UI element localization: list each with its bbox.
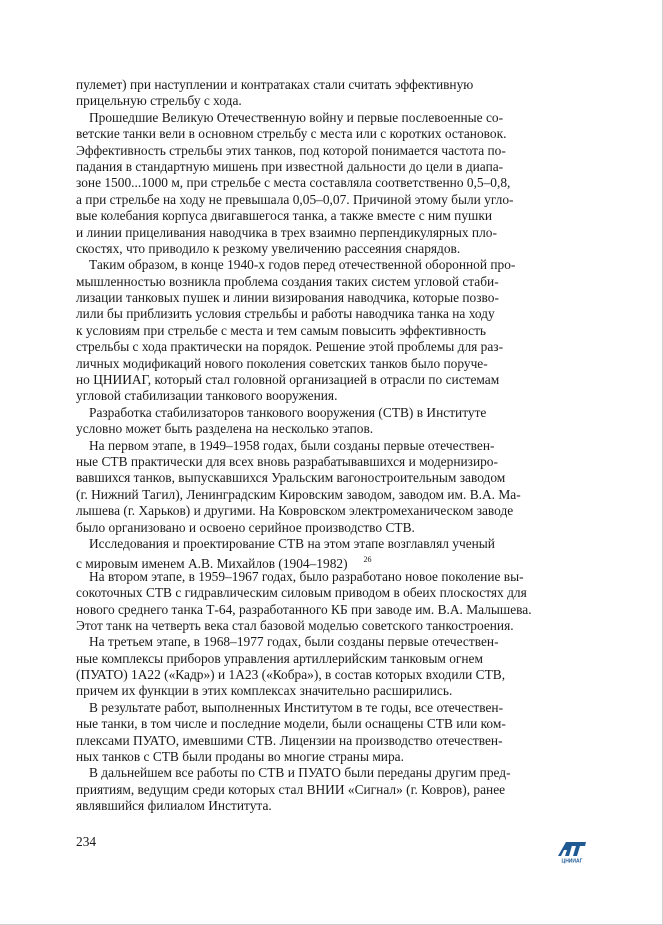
paragraph-start: На первом этапе, в 1949–1958 годах, были созданы первые отечествен- bbox=[89, 437, 495, 453]
text-line: Этот танк на четверть века стал базовой моделью советского танкостроения. bbox=[76, 617, 514, 633]
text-line: стрельбы с хода практически на порядок. Решение этой проблемы для раз- bbox=[76, 339, 504, 355]
text-line: (ПУАТО) 1А22 («Кадр») и 1А23 («Кобра»), в состав которых входили СТВ, bbox=[76, 667, 506, 683]
paragraph-start: На втором этапе, в 1959–1967 годах, было разработано новое поколение вы- bbox=[89, 568, 524, 584]
text-line: (г. Нижний Тагил), Ленинградским Кировским заводом, заводом им. В.А. Ма- bbox=[76, 486, 521, 502]
text-line: скостях, что приводило к резкому увеличению рассеяния снарядов. bbox=[76, 240, 461, 256]
text-line: но ЦНИИАГ, который стал головной организацией в отрасли по системам bbox=[76, 372, 500, 388]
paragraph-start: Прошедшие Великую Отечественную войну и первые послевоенные со- bbox=[89, 109, 504, 125]
body-text bbox=[76, 77, 556, 815]
text-line: пулемет) при наступлении и контратаках стали считать эффективную bbox=[76, 77, 474, 92]
text-line: прицельную стрельбу с хода. bbox=[76, 93, 242, 109]
text-line: угловой стабилизации танкового вооружения. bbox=[76, 388, 338, 404]
text-line: вавшихся танков, выпускавшихся Уральским вагоностроительным заводом bbox=[76, 470, 506, 486]
paragraph-start: В дальнейшем все работы по СТВ и ПУАТО были переданы другим пред- bbox=[89, 765, 511, 781]
footnote-marker[interactable]: 26 bbox=[363, 555, 372, 565]
text-line: лизации танковых пушек и линии визирования наводчика, которые позво- bbox=[76, 290, 499, 306]
text-line: к условиям при стрельбе с места и тем самым повысить эффективность bbox=[76, 322, 487, 338]
text-line: и линии прицеливания наводчика в трех взаимно перпендикулярных пло- bbox=[76, 224, 497, 240]
text-line: ных танков с СТВ были проданы во многие страны мира. bbox=[76, 749, 404, 765]
text-line: являвшийся филиалом Института. bbox=[76, 798, 272, 814]
text-line: условно может быть разделена на несколько этапов. bbox=[76, 421, 374, 437]
text-line: лили бы приблизить условия стрельбы и работы наводчика танка на ходу bbox=[76, 306, 495, 322]
text-line: лышева (г. Харьков) и другими. На Ковровском электромеханическом заводе bbox=[76, 503, 514, 519]
text-line: зоне 1500...1000 м, при стрельбе с места составляла соответственно 0,5–0,8, bbox=[76, 175, 511, 191]
text-line: а при стрельбе на ходу не превышала 0,05–0,07. Причиной этому были угло- bbox=[76, 191, 514, 207]
text-line: вые колебания корпуса двигавшегося танка, а также вместе с ним пушки bbox=[76, 208, 493, 224]
text-line: ные комплексы приборов управления артиллерийским танковым огнем bbox=[76, 650, 483, 666]
text-line: личных модификаций нового поколения советских танков было поруче- bbox=[76, 355, 488, 371]
paragraph-start: Разработка стабилизаторов танкового вооружения (СТВ) в Институте bbox=[89, 404, 487, 420]
text-line: мышленностью возникла проблема создания таких систем угловой стаби- bbox=[76, 273, 499, 289]
page-number: 234 bbox=[76, 834, 97, 849]
text-line: сокоточных СТВ с гидравлическим силовым приводом в обеих плоскостях для bbox=[76, 585, 527, 601]
text-line: приятиям, ведущим среди которых стал ВНИИ «Сигнал» (г. Ковров), ранее bbox=[76, 781, 506, 797]
logo-mark-t bbox=[569, 842, 586, 856]
text-line: плексами ПУАТО, имевшими СТВ. Лицензии на производство отечествен- bbox=[76, 732, 503, 748]
text-line: нового среднего танка Т-64, разработанного КБ при заводе им. В.А. Малышева. bbox=[76, 601, 532, 617]
logo-text: ЦНИИАГ bbox=[561, 858, 583, 864]
paragraph-start: На третьем этапе, в 1968–1977 годах, были созданы первые отечествен- bbox=[89, 634, 499, 650]
text-line: падания в стандартную мишень при известной дальности до цели в диапа- bbox=[76, 158, 504, 174]
paragraph-start: Таким образом, в конце 1940-х годов перед отечественной оборонной про- bbox=[89, 257, 516, 273]
text-line: было организовано и освоено серийное производство СТВ. bbox=[76, 519, 415, 535]
text-line: ные танки, в том числе и последние модели, были оснащены СТВ или ком- bbox=[76, 716, 506, 732]
text-line: ветские танки вели в основном стрельбу с места или с коротких остановок. bbox=[76, 126, 507, 142]
text-line: ные СТВ практически для всех вновь разрабатывавшихся и модернизиро- bbox=[76, 453, 498, 469]
paragraph-start: В результате работ, выполненных Институтом в те годы, все отечествен- bbox=[89, 699, 504, 715]
text-line: Эффективность стрельбы этих танков, под которой понимается частота по- bbox=[76, 142, 506, 158]
paragraph-start: Исследования и проектирование СТВ на этом этапе возглавлял ученый bbox=[89, 535, 495, 551]
text-line: причем их функции в этих комплексах значительно расширились. bbox=[76, 683, 453, 699]
text-line-with-footnote bbox=[76, 552, 556, 572]
publisher-logo-icon bbox=[555, 838, 589, 864]
text-line: с мировым именем А.В. Михайлов (1904–1982) bbox=[76, 556, 348, 572]
